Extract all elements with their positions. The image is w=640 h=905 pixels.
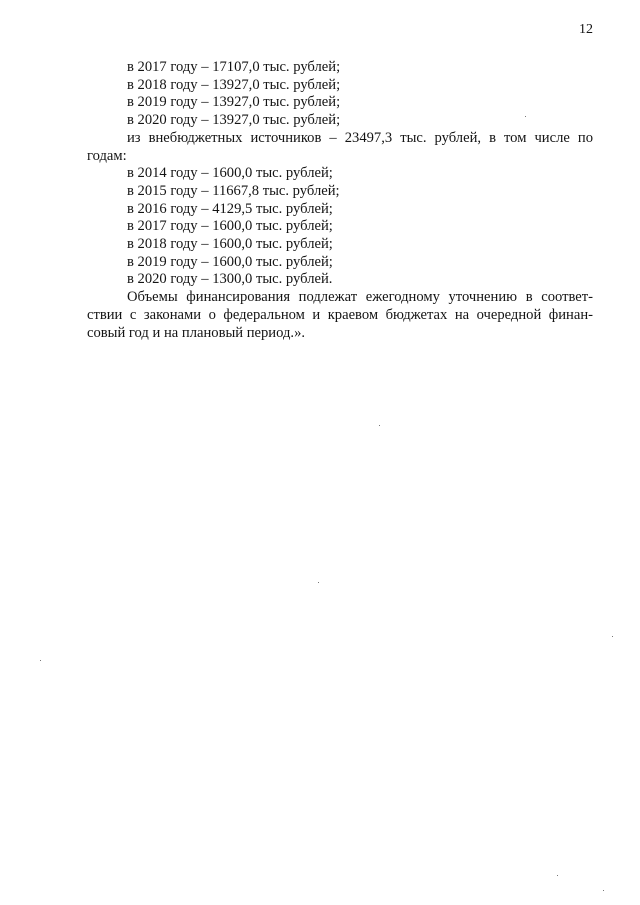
offbudget-year-line: в 2019 году – 1600,0 тыс. рублей; [127, 253, 333, 270]
scan-speck [525, 116, 526, 117]
scan-speck [40, 660, 41, 661]
document-body [87, 59, 593, 342]
offbudget-year-line: в 2020 году – 1300,0 тыс. рублей. [127, 271, 333, 288]
funding-year-line: в 2019 году – 13927,0 тыс. рублей; [127, 94, 341, 111]
scan-speck [379, 425, 380, 426]
offbudget-year-line: в 2014 году – 1600,0 тыс. рублей; [127, 165, 333, 182]
offbudget-sources-line: из внебюджетных источников – 23497,3 тыс. рублей, в том числе по [127, 129, 593, 146]
closing-paragraph-line: ствии с законами о федеральном и краевом бюджетах на очередной финан- [87, 306, 593, 323]
offbudget-year-line: в 2017 году – 1600,0 тыс. рублей; [127, 218, 333, 235]
funding-year-line: в 2017 году – 17107,0 тыс. рублей; [127, 59, 341, 75]
offbudget-sources-continuation: годам: [87, 147, 127, 164]
scan-speck [318, 582, 319, 583]
funding-year-line: в 2020 году – 13927,0 тыс. рублей; [127, 112, 341, 129]
offbudget-year-line: в 2018 году – 1600,0 тыс. рублей; [127, 236, 333, 253]
page-number: 12 [579, 22, 593, 37]
offbudget-year-line: в 2016 году – 4129,5 тыс. рублей; [127, 200, 333, 217]
closing-paragraph-line: совый год и на плановый период.». [87, 324, 306, 341]
scan-speck [612, 636, 613, 637]
offbudget-year-line: в 2015 году – 11667,8 тыс. рублей; [127, 182, 340, 199]
funding-year-line: в 2018 году – 13927,0 тыс. рублей; [127, 76, 341, 93]
scan-speck [603, 890, 604, 891]
closing-paragraph-line: Объемы финансирования подлежат ежегодному уточнению в соответ- [127, 289, 593, 306]
scan-speck [557, 875, 558, 876]
